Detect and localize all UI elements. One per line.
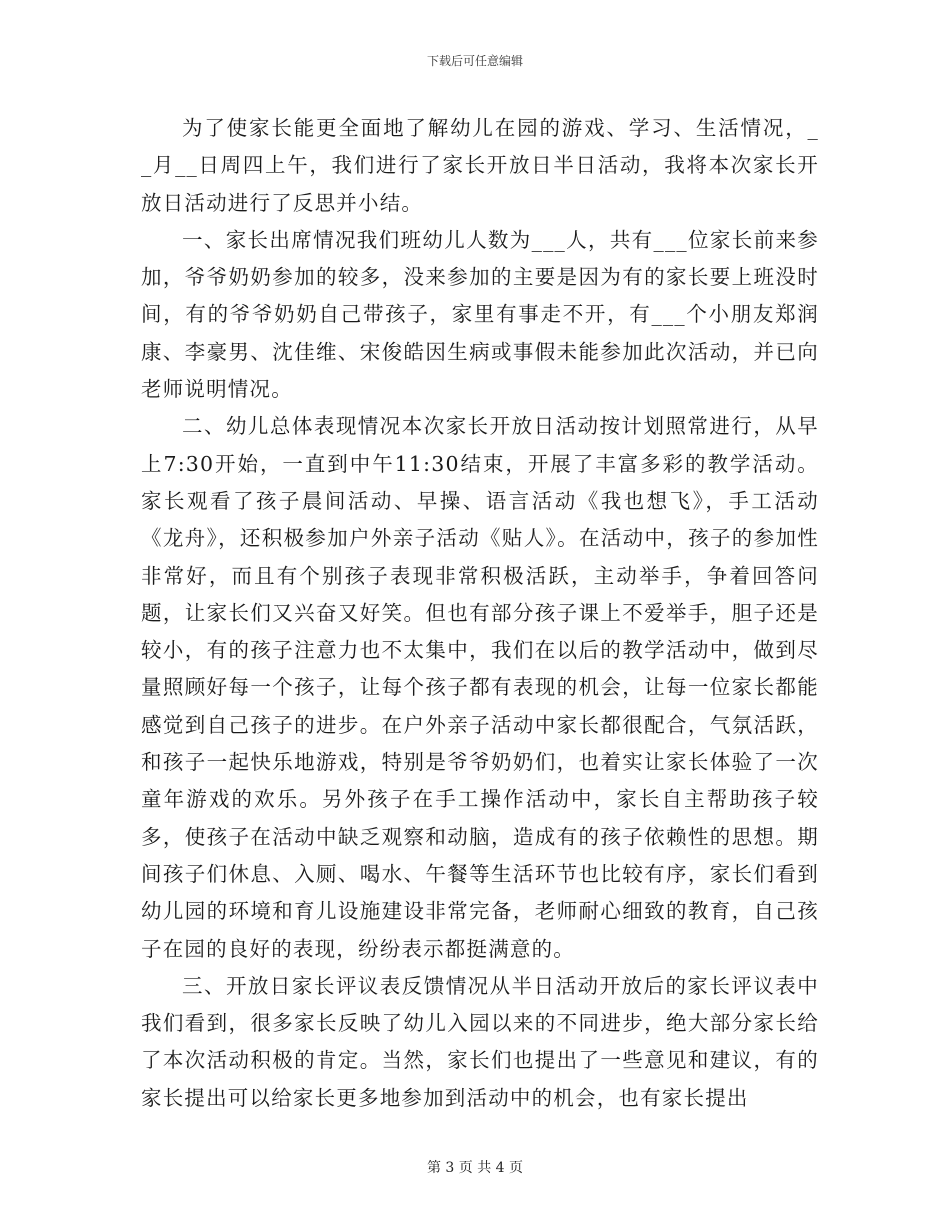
paragraph-attendance: 一、家长出席情况我们班幼儿人数为___人，共有___位家长前来参加，爷爷奶奶参加的较多，没来参加的主要是因为有的家长要上班没时间，有的爷爷奶奶自己带孩子，家里有事走不开，有___个小朋友郑润康、李豪男、沈佳维、宋俊皓因生病或事假未能参加此次活动，并已向老师说明情况。 [141,227,819,402]
paragraph-feedback: 三、开放日家长评议表反馈情况从半日活动开放后的家长评议表中我们看到，很多家长反映了幼儿入园以来的不同进步，绝大部分家长给了本次活动积极的肯定。当然，家长们也提出了一些意见和建议，有的家长提出可以给家长更多地参加到活动中的机会，也有家长提出 [141,973,819,1110]
paragraph-performance: 二、幼儿总体表现情况本次家长开放日活动按计划照常进行，从早上7:30开始，一直到中午11:30结束，开展了丰富多彩的教学活动。家长观看了孩子晨间活动、早操、语言活动《我也想飞》，手工活动《龙舟》，还积极参加户外亲子活动《贴人》。在活动中，孩子的参加性非常好，而且有个别孩子表现非常积极活跃，主动举手，争着回答问题，让家长们又兴奋又好笑。但也有部分孩子课上不爱举手，胆子还是较小，有的孩子注意力也不太集中，我们在以后的教学活动中，做到尽量照顾好每一个孩子，让每个孩子都有表现的机会，让每一位家长都能感觉到自己孩子的进步。在户外亲子活动中家长都很配合，气氛活跃，和孩子一起快乐地游戏，特别是爷爷奶奶们，也着实让家长体验了一次童年游戏的欢乐。另外孩子在手工操作活动中，家长自主帮助孩子较多，使孩子在活动中缺乏观察和动脑，造成有的孩子依赖性的思想。期间孩子们休息、入厕、喝水、午餐等生活环节也比较有序，家长们看到幼儿园的环境和育儿设施建设非常完备，老师耐心细致的教育，自己孩子在园的良好的表现，纷纷表示都挺满意的。 [141,414,819,961]
page-header-note: 下载后可任意编辑 [426,54,523,68]
document-body [141,110,819,1117]
page-footer-number: 第 3 页 共 4 页 [426,1160,524,1176]
paragraph-intro: 为了使家长能更全面地了解幼儿在园的游戏、学习、生活情况，_ _月__日周四上午，我们进行了家长开放日半日活动，我将本次家长开放日活动进行了反思并小结。 [141,116,819,215]
